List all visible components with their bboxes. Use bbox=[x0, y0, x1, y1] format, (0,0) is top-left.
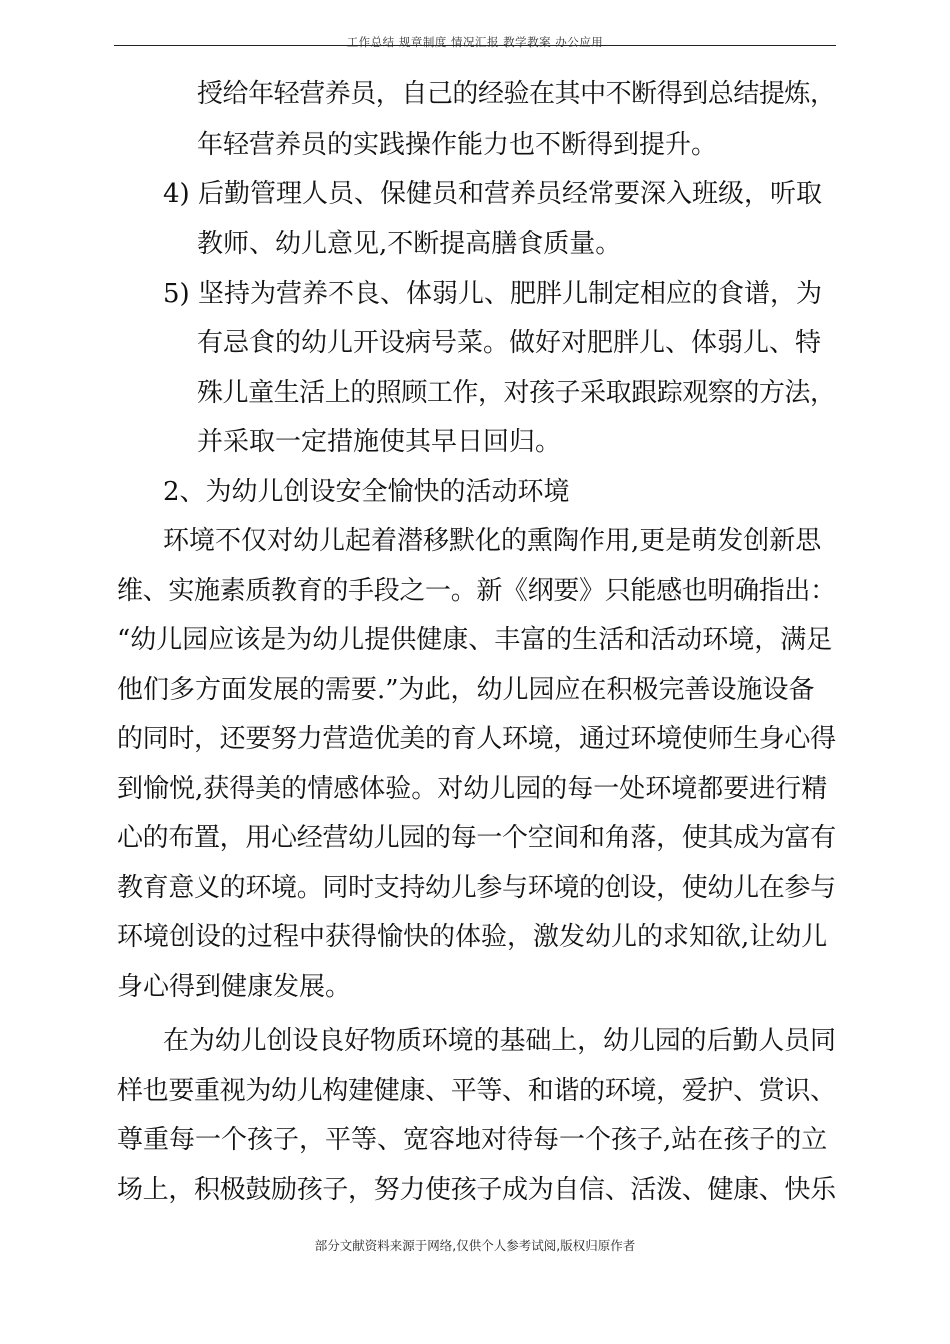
text-line: 样也要重视为幼儿构建健康、平等、和谐的环境，爱护、赏识、 bbox=[117, 1076, 836, 1106]
header-rule bbox=[114, 45, 836, 46]
text-line: 有忌食的幼儿开设病号菜。做好对肥胖儿、体弱儿、特 bbox=[197, 328, 822, 358]
text-line: 年轻营养员的实践操作能力也不断得到提升。 bbox=[197, 130, 718, 160]
text-line: 到愉悦,获得美的情感体验。对幼儿园的每一处环境都要进行精 bbox=[117, 774, 828, 804]
text-line: 场上，积极鼓励孩子，努力使孩子成为自信、活泼、健康、快乐 bbox=[117, 1175, 836, 1205]
text-line: 的同时，还要努力营造优美的育人环境，通过环境使师生身心得 bbox=[117, 724, 836, 754]
text-line: 授给年轻营养员，自己的经验在其中不断得到总结提炼， bbox=[197, 79, 836, 109]
text-line: 教育意义的环境。同时支持幼儿参与环境的创设，使幼儿在参与 bbox=[117, 873, 836, 903]
text-line: “幼儿园应该是为幼儿提供健康、丰富的生活和活动环境，满足 bbox=[117, 625, 833, 655]
text-line: 环境不仅对幼儿起着潜移默化的熏陶作用,更是萌发创新思 bbox=[163, 526, 822, 556]
text-line: 身心得到健康发展。 bbox=[117, 972, 352, 1002]
page-header: 工作总结 规章制度 情况汇报 教学教案 办公应用 bbox=[346, 35, 604, 49]
text-line: 维、实施素质教育的手段之一。新《纲要》只能感也明确指出： bbox=[117, 576, 836, 606]
section-heading: 2、为幼儿创设安全愉快的活动环境 bbox=[163, 477, 570, 507]
text-line: 尊重每一个孩子，平等、宽容地对待每一个孩子,站在孩子的立 bbox=[117, 1125, 828, 1155]
text-line: 5) 坚持为营养不良、体弱儿、肥胖儿制定相应的食谱，为 bbox=[163, 279, 822, 309]
text-line: 教师、幼儿意见,不断提高膳食质量。 bbox=[197, 229, 622, 259]
text-line: 他们多方面发展的需要.”为此，幼儿园应在积极完善设施设备 bbox=[117, 675, 815, 705]
text-line: 心的布置，用心经营幼儿园的每一个空间和角落，使其成为富有 bbox=[117, 823, 836, 853]
text-line: 4) 后勤管理人员、保健员和营养员经常要深入班级，听取 bbox=[163, 179, 822, 209]
page-footer: 部分文献资料来源于网络,仅供个人参考试阅,版权归原作者 bbox=[314, 1238, 636, 1253]
text-line: 并采取一定措施使其早日回归。 bbox=[197, 427, 562, 457]
text-line: 在为幼儿创设良好物质环境的基础上，幼儿园的后勤人员同 bbox=[163, 1026, 836, 1056]
text-line: 环境创设的过程中获得愉快的体验，激发幼儿的求知欲,让幼儿 bbox=[117, 922, 828, 952]
text-line: 殊儿童生活上的照顾工作，对孩子采取跟踪观察的方法， bbox=[197, 378, 836, 408]
